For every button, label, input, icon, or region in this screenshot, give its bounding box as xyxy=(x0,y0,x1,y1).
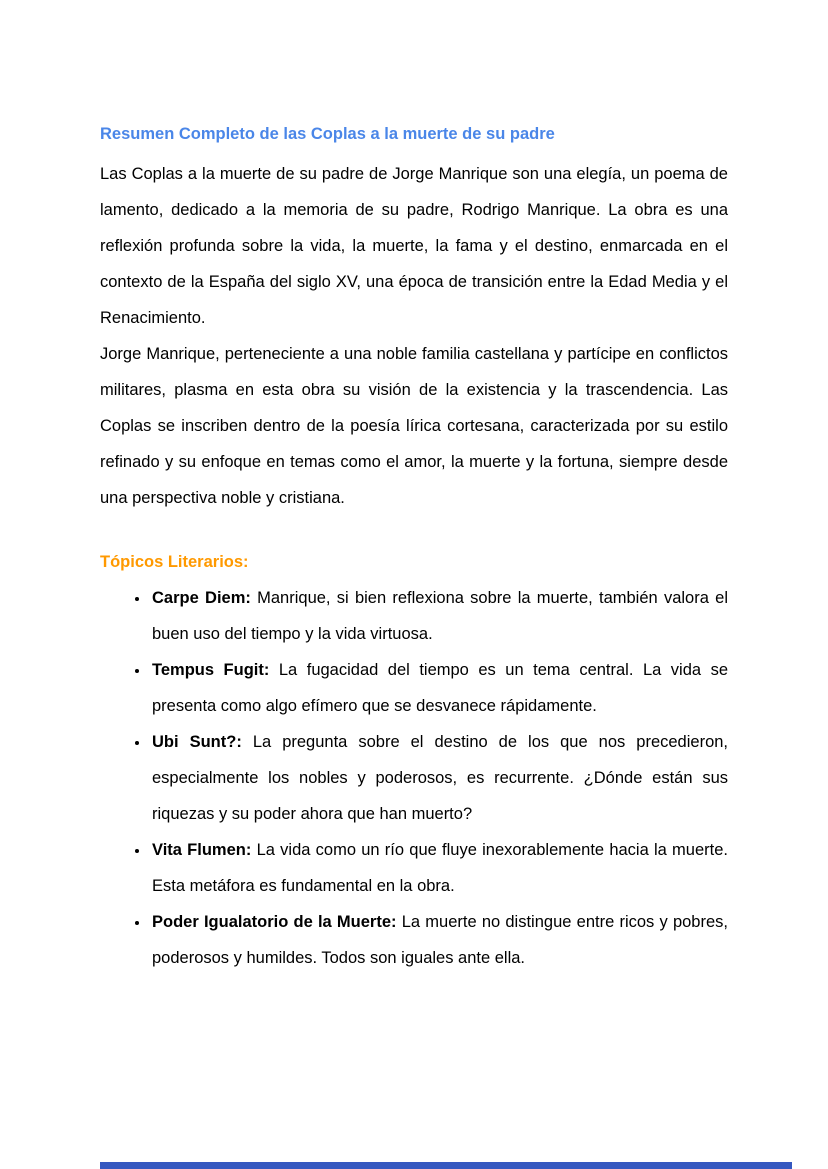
section-heading-topicos-literarios: Tópicos Literarios: xyxy=(100,553,249,571)
topic-item-poder-igualatorio xyxy=(150,904,728,976)
topic-term: Vita Flumen: xyxy=(152,841,252,859)
topic-item-tempus-fugit xyxy=(150,652,728,724)
topic-text: La vida como un río que fluye inexorablemente hacia la muerte. Esta metáfora es fundamental en la obra. xyxy=(152,841,728,895)
topic-term: Carpe Diem: xyxy=(152,589,251,607)
topic-text: La pregunta sobre el destino de los que nos precedieron, especialmente los nobles y poderosos, es recurrente. ¿Dónde están sus riquezas y su poder ahora que han muerto? xyxy=(152,733,729,823)
topic-text: Manrique, si bien reflexiona sobre la muerte, también valora el buen uso del tiempo y la vida virtuosa. xyxy=(152,589,728,643)
topic-item-carpe-diem xyxy=(150,580,728,652)
paragraph-intro: Las Coplas a la muerte de su padre de Jorge Manrique son una elegía, un poema de lamento, dedicado a la memoria de su padre, Rodrigo Manrique. La obra es una reflexión profunda sobre la vida, la muerte, la fama y el destino, enmarcada en el contexto de la España del siglo XV, una época de transición entre la Edad Media y el Renacimiento. xyxy=(100,165,728,327)
topic-item-vita-flumen xyxy=(150,832,728,904)
paragraph-context: Jorge Manrique, perteneciente a una noble familia castellana y partícipe en conflictos militares, plasma en esta obra su visión de la existencia y la trascendencia. Las Coplas se inscriben dentro de la poesía lírica cortesana, caracterizada por su estilo refinado y su enfoque en temas como el amor, la muerte y la fortuna, siempre desde una perspectiva noble y cristiana. xyxy=(100,345,728,507)
topic-term: Poder Igualatorio de la Muerte: xyxy=(152,913,397,931)
topics-list xyxy=(100,580,728,976)
document-title: Resumen Completo de las Coplas a la muerte de su padre xyxy=(100,125,555,143)
topic-item-ubi-sunt xyxy=(150,724,728,832)
topic-text: La fugacidad del tiempo es un tema central. La vida se presenta como algo efímero que se desvanece rápidamente. xyxy=(152,661,728,715)
topic-text: La muerte no distingue entre ricos y pobres, poderosos y humildes. Todos son iguales ante ella. xyxy=(152,913,728,967)
topic-term: Tempus Fugit: xyxy=(152,661,270,679)
topic-term: Ubi Sunt?: xyxy=(152,733,242,751)
clipped-blue-bar xyxy=(100,1162,792,1169)
document-content xyxy=(100,116,728,976)
